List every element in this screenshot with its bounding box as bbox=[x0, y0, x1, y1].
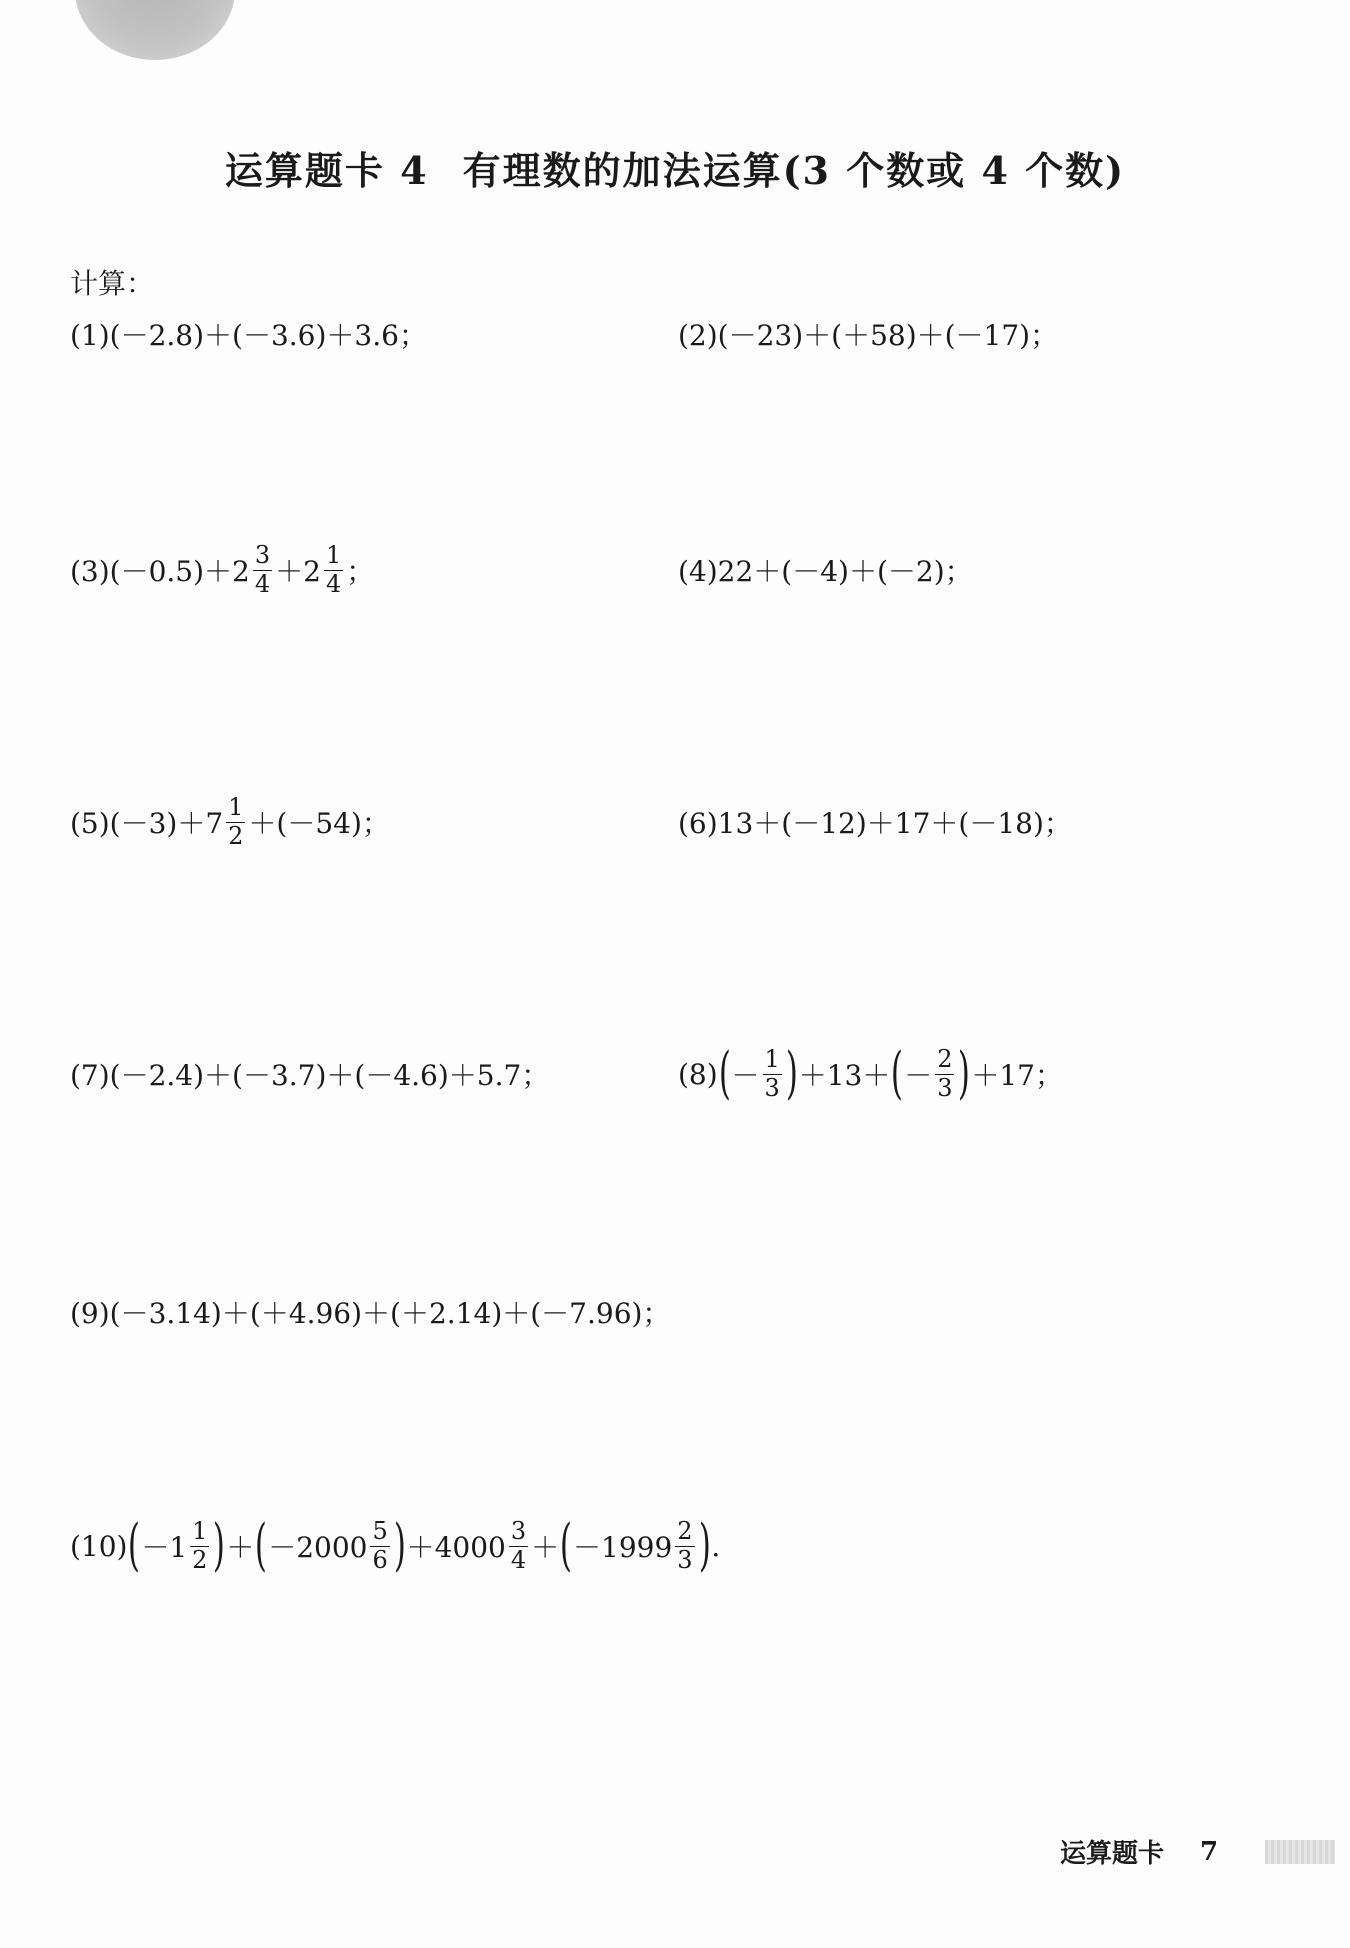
fraction: $\frac{2}{3}$ bbox=[937, 1045, 953, 1102]
card-number: 运算题卡 4 bbox=[224, 148, 429, 193]
problem-9: (9)(－3.14)＋(＋4.96)＋(＋2.14)＋(－7.96)； bbox=[70, 1297, 671, 1330]
instruction: 计算： bbox=[70, 267, 155, 300]
right-paren: ) bbox=[393, 1513, 406, 1578]
right-paren: ) bbox=[213, 1513, 226, 1578]
problem-10: (10) ( －1 $\frac{1}{2}$ ) ＋ ( －2000 $\frac{5}{6}$ ) ＋4000 $\frac{3}{4}$ ＋ ( －1999 $\frac{2}{3}$ ) . bbox=[70, 1513, 721, 1578]
fraction: $\frac{1}{2}$ bbox=[192, 1517, 208, 1574]
corner-decoration bbox=[75, 0, 235, 60]
left-paren: ( bbox=[718, 1041, 731, 1106]
page-number: 7 bbox=[1200, 1836, 1219, 1867]
thumb-tab-decoration bbox=[1265, 1840, 1335, 1864]
fraction: $\frac{1}{2}$ bbox=[228, 793, 244, 850]
problem-6: (6)13＋(－12)＋17＋(－18)； bbox=[678, 807, 1072, 840]
footer-label: 运算题卡 bbox=[1060, 1839, 1165, 1869]
problem-4: (4)22＋(－4)＋(－2)； bbox=[678, 555, 973, 588]
page-title bbox=[0, 140, 1350, 195]
problem-1: (1)(－2.8)＋(－3.6)＋3.6； bbox=[70, 319, 427, 352]
right-paren: ) bbox=[785, 1041, 798, 1106]
problem-8: (8) ( － $\frac{1}{3}$ ) ＋13＋ ( － $\frac{2}{3}$ ) ＋17； bbox=[678, 1041, 1063, 1106]
fraction: $\frac{3}{4}$ bbox=[254, 541, 271, 598]
fraction: $\frac{5}{6}$ bbox=[372, 1517, 388, 1574]
fraction: $\frac{3}{4}$ bbox=[510, 1517, 527, 1574]
fraction: $\frac{1}{3}$ bbox=[764, 1045, 780, 1102]
left-paren: ( bbox=[255, 1513, 268, 1578]
right-paren: ) bbox=[698, 1513, 711, 1578]
left-paren: ( bbox=[891, 1041, 904, 1106]
right-paren: ) bbox=[958, 1041, 971, 1106]
problem-5: (5)(－3)＋7 $\frac{1}{2}$ ＋(－54)； bbox=[70, 793, 390, 850]
fraction: $\frac{1}{4}$ bbox=[325, 541, 342, 598]
problem-2: (2)(－23)＋(＋58)＋(－17)； bbox=[678, 319, 1059, 352]
problem-3: (3)(－0.5)＋2 $\frac{3}{4}$ ＋2 $\frac{1}{4}$ ； bbox=[70, 541, 375, 598]
fraction: $\frac{2}{3}$ bbox=[677, 1517, 693, 1574]
problem-7: (7)(－2.4)＋(－3.7)＋(－4.6)＋5.7； bbox=[70, 1059, 550, 1092]
left-paren: ( bbox=[128, 1513, 141, 1578]
topic-title: 有理数的加法运算(3 个数或 4 个数) bbox=[462, 148, 1126, 193]
page-footer bbox=[1060, 1833, 1218, 1870]
left-paren: ( bbox=[560, 1513, 573, 1578]
